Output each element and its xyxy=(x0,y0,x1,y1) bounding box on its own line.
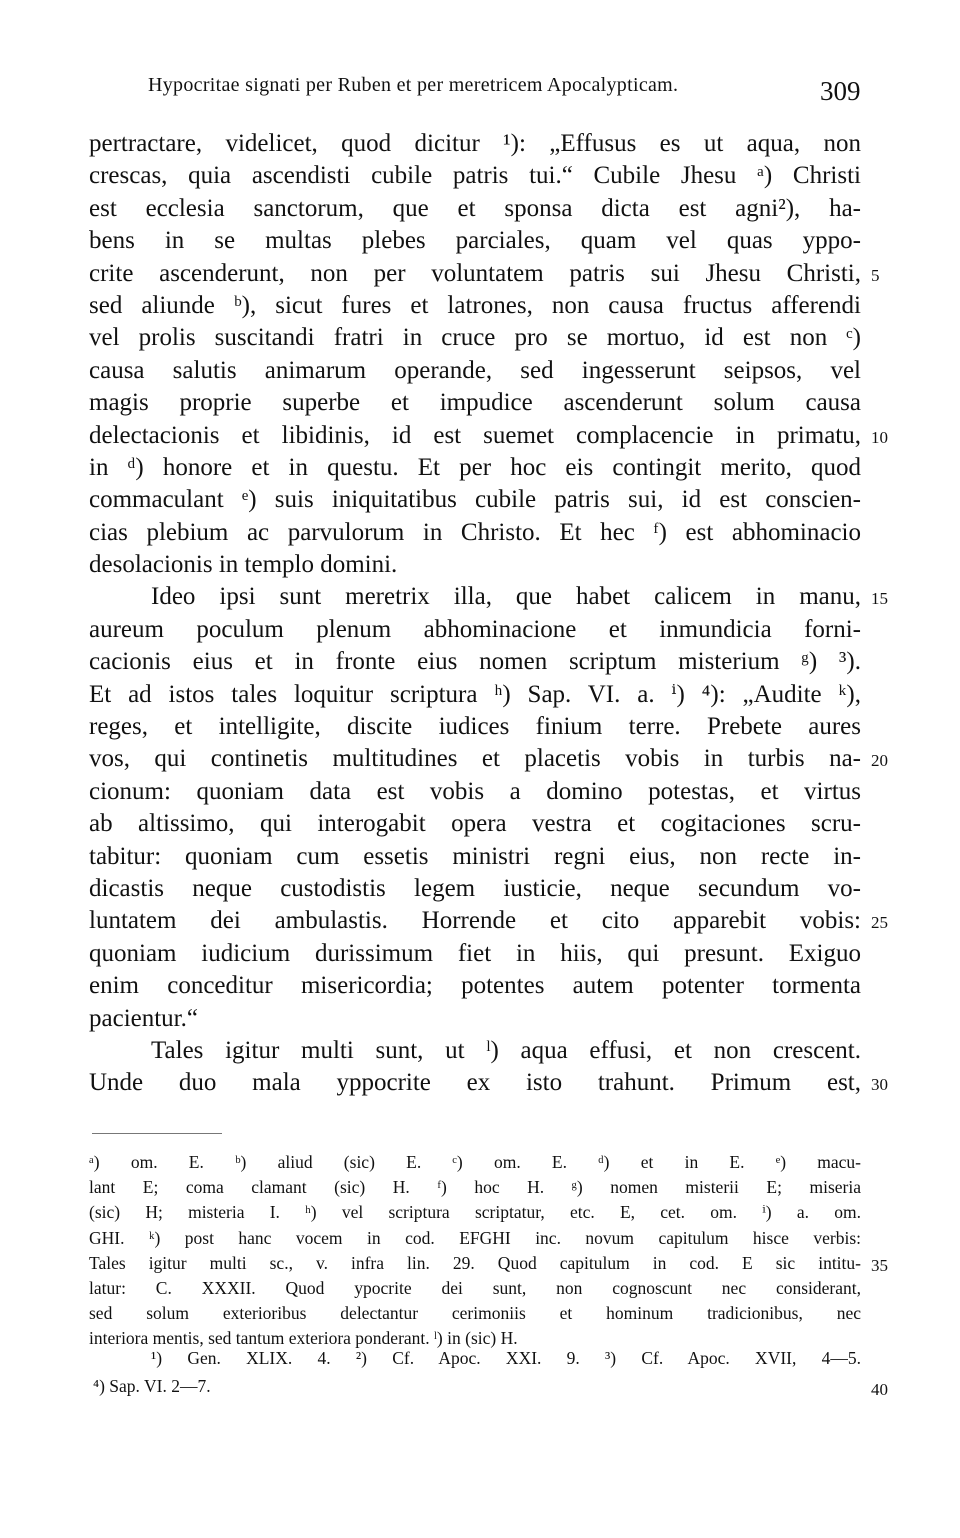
text-line xyxy=(89,225,861,257)
line-text: cionum: quoniam data est vobis a domino potestas, et virtus xyxy=(89,777,861,805)
text-line xyxy=(89,679,861,711)
text-line xyxy=(89,387,861,419)
text-line xyxy=(89,160,861,192)
line-text: tabitur: quoniam cum essetis ministri regni eius, non recte in- xyxy=(89,842,861,870)
line-number: 35 xyxy=(871,1255,888,1275)
line-text: crescas, quia ascendisti cubile patris tui.“ Cubile Jhesu ᵃ) Christi xyxy=(89,162,861,190)
line-text: est ecclesia sanctorum, que et sponsa dicta est agni²), ha- xyxy=(89,194,861,222)
line-text: ab altissimo, qui interogabit opera vestra et cogitaciones scru- xyxy=(89,810,861,838)
source-notes xyxy=(89,1344,888,1400)
text-line xyxy=(89,938,861,970)
line-text: lant E; coma clamant (sic) H. ᶠ) hoc H. ᵍ) nomen misterii E; miseria xyxy=(89,1177,861,1198)
page-number: 309 xyxy=(820,76,861,106)
line-number: 30 xyxy=(871,1075,888,1095)
text-line xyxy=(89,420,888,452)
line-text: Tales igitur multi sc., v. infra lin. 29. Quod capitulum in cod. E sic intitu- xyxy=(89,1252,861,1273)
line-text: ᵃ) om. E. ᵇ) aliud (sic) E. ᶜ) om. E. ᵈ) et in E. ᵉ) macu- xyxy=(89,1152,861,1172)
footnote-divider xyxy=(92,1133,222,1134)
text-line xyxy=(89,873,861,905)
line-text: bens in se multas plebes parciales, quam vel quas yppo- xyxy=(89,227,861,255)
apparatus-line xyxy=(89,1301,861,1326)
line-text: cacionis eius et in fronte eius nomen scriptum misterium ᵍ) ³). xyxy=(89,648,861,676)
line-text: delectacionis et libidinis, id est suemet complacencie in primatu, xyxy=(89,421,861,449)
line-number: 5 xyxy=(871,265,880,285)
main-text xyxy=(89,128,888,1100)
source-note-line xyxy=(89,1372,888,1400)
line-number: 10 xyxy=(871,427,888,447)
text-line xyxy=(89,484,861,516)
line-text: latur: C. XXXII. Quod ypocrite dei sunt, non cognoscunt nec considerant, xyxy=(89,1277,861,1298)
text-line xyxy=(89,905,888,937)
text-line xyxy=(89,614,861,646)
text-line xyxy=(89,322,861,354)
text-line xyxy=(89,1067,888,1099)
line-text: ⁴) Sap. VI. 2—7. xyxy=(93,1376,211,1396)
line-text: cias plebium ac parvulorum in Christo. Et hec ᶠ) est abhominacio xyxy=(89,518,861,546)
apparatus-line xyxy=(89,1150,861,1175)
line-number: 15 xyxy=(871,589,888,609)
line-text: sed solum exterioribus delectantur cerimoniis et hominum tradicionibus, nec xyxy=(89,1303,861,1324)
line-text: Et ad istos tales loquitur scriptura ʰ) Sap. VI. a. ⁱ) ⁴): „Audite ᵏ), xyxy=(89,680,861,708)
apparatus-line xyxy=(89,1276,861,1301)
line-text: pertractare, videlicet, quod dicitur ¹): „Effusus es ut aqua, non xyxy=(89,130,861,157)
text-line xyxy=(89,193,861,225)
apparatus-line xyxy=(89,1226,861,1251)
text-line xyxy=(89,128,861,160)
line-text: reges, et intelligite, discite iudices finium terre. Prebete aures xyxy=(89,713,861,741)
line-text: pacientur.“ xyxy=(89,1004,198,1032)
line-text: enim conceditur misericordia; potentes autem potenter tormenta xyxy=(89,972,861,1000)
line-text: ¹) Gen. XLIX. 4. ²) Cf. Apoc. XXI. 9. ³) Cf. Apoc. XVII, 4—5. xyxy=(151,1348,861,1368)
text-line xyxy=(89,711,861,743)
critical-apparatus xyxy=(89,1150,888,1352)
line-number: 20 xyxy=(871,751,888,771)
text-line xyxy=(89,970,861,1002)
line-text: Tales igitur multi sunt, ut ˡ) aqua effusi, et non crescent. xyxy=(151,1036,861,1064)
line-text: dicastis neque custodistis legem iusticie, neque secundum vo- xyxy=(89,874,861,902)
line-text: magis proprie superbe et impudice ascenderunt solum causa xyxy=(89,389,861,417)
line-text: causa salutis animarum operande, sed ingesserunt seipsos, vel xyxy=(89,356,861,384)
line-text: GHI. ᵏ) post hanc vocem in cod. EFGHI inc. novum capitulum hisce verbis: xyxy=(89,1227,861,1248)
line-text: Unde duo mala yppocrite ex isto trahunt. Primum est, xyxy=(89,1069,861,1097)
line-text: in ᵈ) honore et in questu. Et per hoc eis contingit merito, quod xyxy=(89,453,861,481)
text-line xyxy=(89,549,861,581)
line-text: sed aliunde ᵇ), sicut fures et latrones, non causa fructus afferendi xyxy=(89,291,861,319)
text-line xyxy=(89,776,861,808)
text-line xyxy=(89,808,861,840)
text-line xyxy=(89,646,861,678)
line-text: crite ascenderunt, non per voluntatem patris sui Jhesu Christi, xyxy=(89,259,861,287)
text-line xyxy=(89,517,861,549)
running-header: Hypocritae signati per Ruben et per meretricem Apocalypticam. xyxy=(148,74,679,96)
line-text: desolacionis in templo domini. xyxy=(89,551,398,579)
line-number: 40 xyxy=(871,1380,888,1399)
line-text: vel prolis suscitandi fratri in cruce pro se mortuo, id est non ᶜ) xyxy=(89,324,861,352)
line-text: luntatem dei ambulastis. Horrende et cito apparebit vobis: xyxy=(89,907,861,935)
text-line xyxy=(89,1035,861,1067)
source-note-line xyxy=(89,1344,861,1372)
text-line xyxy=(89,581,888,613)
text-line xyxy=(89,290,861,322)
text-line xyxy=(89,258,880,290)
text-line xyxy=(89,452,861,484)
line-text: (sic) H; misteria I. ʰ) vel scriptura scriptatur, etc. E, cet. om. ⁱ) a. om. xyxy=(89,1202,861,1223)
text-line xyxy=(89,841,861,873)
line-text: vos, qui continetis multitudines et placetis vobis in turbis na- xyxy=(89,745,861,773)
line-text: interiora mentis, sed tantum exteriora ponderant. ˡ) in (sic) H. xyxy=(89,1328,518,1349)
apparatus-line xyxy=(89,1200,861,1225)
line-text: commaculant ᵉ) suis iniquitatibus cubile patris sui, id est conscien- xyxy=(89,486,861,514)
line-text: Ideo ipsi sunt meretrix illa, que habet calicem in manu, xyxy=(151,583,861,611)
apparatus-line xyxy=(89,1175,861,1200)
line-text: aureum poculum plenum abhominacione et inmundicia forni- xyxy=(89,615,861,643)
line-number: 25 xyxy=(871,913,888,933)
line-text: quoniam iudicium durissimum fiet in hiis, qui presunt. Exiguo xyxy=(89,939,861,967)
text-line xyxy=(89,743,888,775)
text-line xyxy=(89,355,861,387)
apparatus-line xyxy=(89,1251,888,1276)
text-line xyxy=(89,1003,861,1035)
